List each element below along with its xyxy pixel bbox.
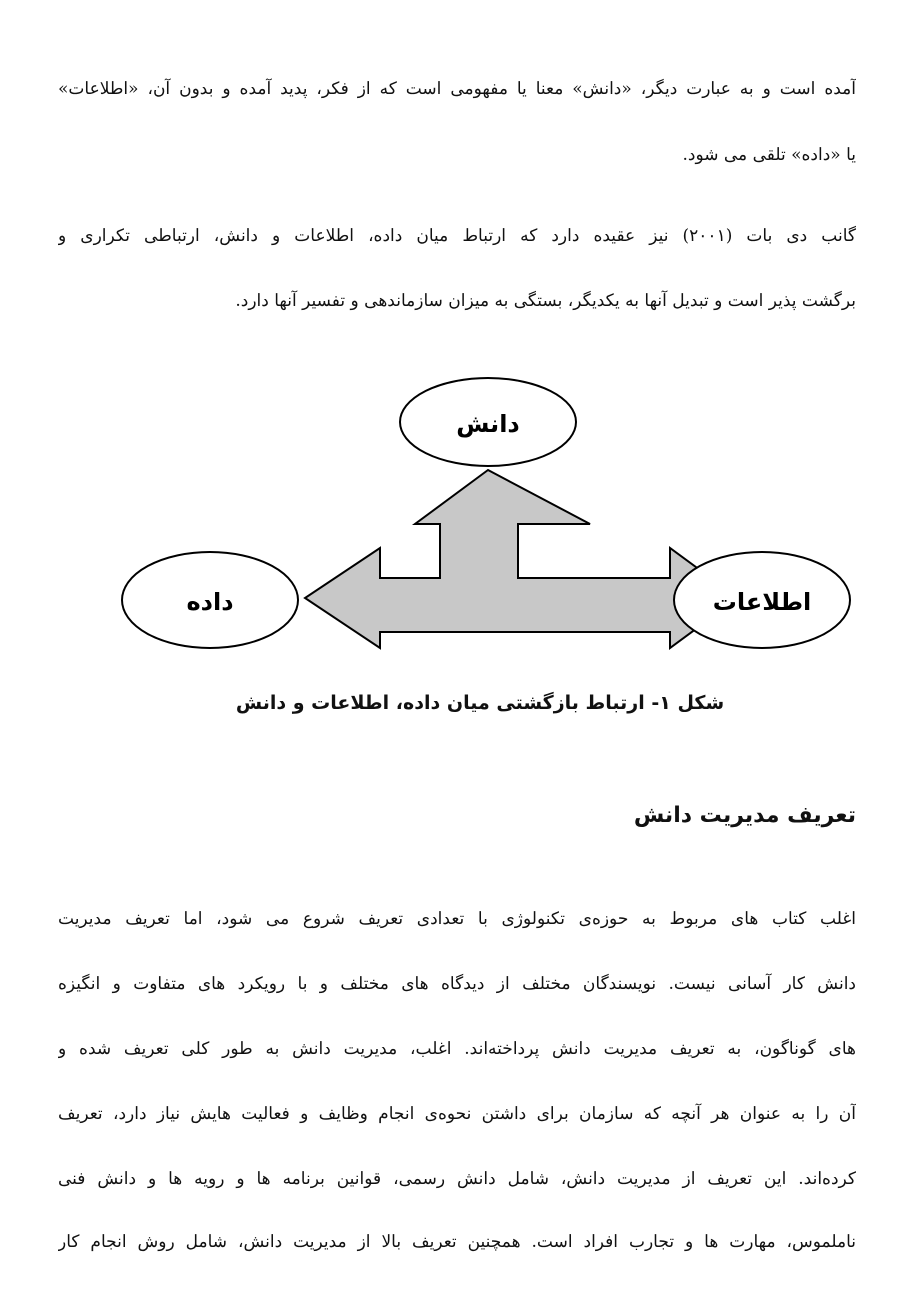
figure-diagram bbox=[110, 370, 870, 730]
paragraph-line: گانب دی بات (۲۰۰۱) نیز عقیده دارد که ارتباط میان داده، اطلاعات و دانش، ارتباطی تکراری و bbox=[58, 226, 856, 246]
node-data-label: داده bbox=[186, 588, 234, 616]
node-knowledge-label: دانش bbox=[456, 410, 520, 438]
paragraph-line: دانش کار آسانی نیست. نویسندگان مختلف از دیدگاه های مختلف و با رویکرد های متفاوت و انگیزه bbox=[58, 974, 856, 994]
section-title: تعریف مدیریت دانش bbox=[633, 803, 856, 828]
paragraph-line: یا «داده» تلقی می شود. bbox=[682, 145, 856, 165]
paragraph-line: برگشت پذیر است و تبدیل آنها به یکدیگر، بستگی به میزان سازماندهی و تفسیر آنها دارد. bbox=[235, 291, 856, 311]
paragraph-line: آن را به عنوان هر آنچه که سازمان برای داشتن نحوه‌ی انجام وظایف و فعالیت هایش نیاز دارد، تعریف bbox=[58, 1104, 856, 1124]
paragraph-line: اغلب کتاب های مربوط به حوزه‌ی تکنولوژی با تعدادی تعریف شروع می شود، اما تعریف مدیریت bbox=[58, 909, 856, 929]
paragraph-line: کرده‌اند. این تعریف از مدیریت دانش، شامل دانش رسمی، قوانین برنامه ها و رویه ها و دانش فنی bbox=[58, 1169, 856, 1189]
paragraph-line: آمده است و به عبارت دیگر، «دانش» معنا یا مفهومی است که از فکر، پدید آمده و بدون آن، «اطلاعات» bbox=[58, 79, 856, 99]
node-information-label: اطلاعات bbox=[712, 588, 812, 616]
paragraph-line: ناملموس، مهارت ها و تجارب افراد است. همچنین تعریف بالا از مدیریت دانش، شامل روش انجام کار bbox=[58, 1232, 856, 1252]
three-way-arrow bbox=[305, 470, 738, 648]
figure-caption: شکل ۱- ارتباط بازگشتی میان داده، اطلاعات و دانش bbox=[235, 692, 725, 714]
paragraph-line: های گوناگون، به تعریف مدیریت دانش پرداخته‌اند. اغلب، مدیریت دانش به طور کلی تعریف شده و bbox=[58, 1039, 856, 1059]
